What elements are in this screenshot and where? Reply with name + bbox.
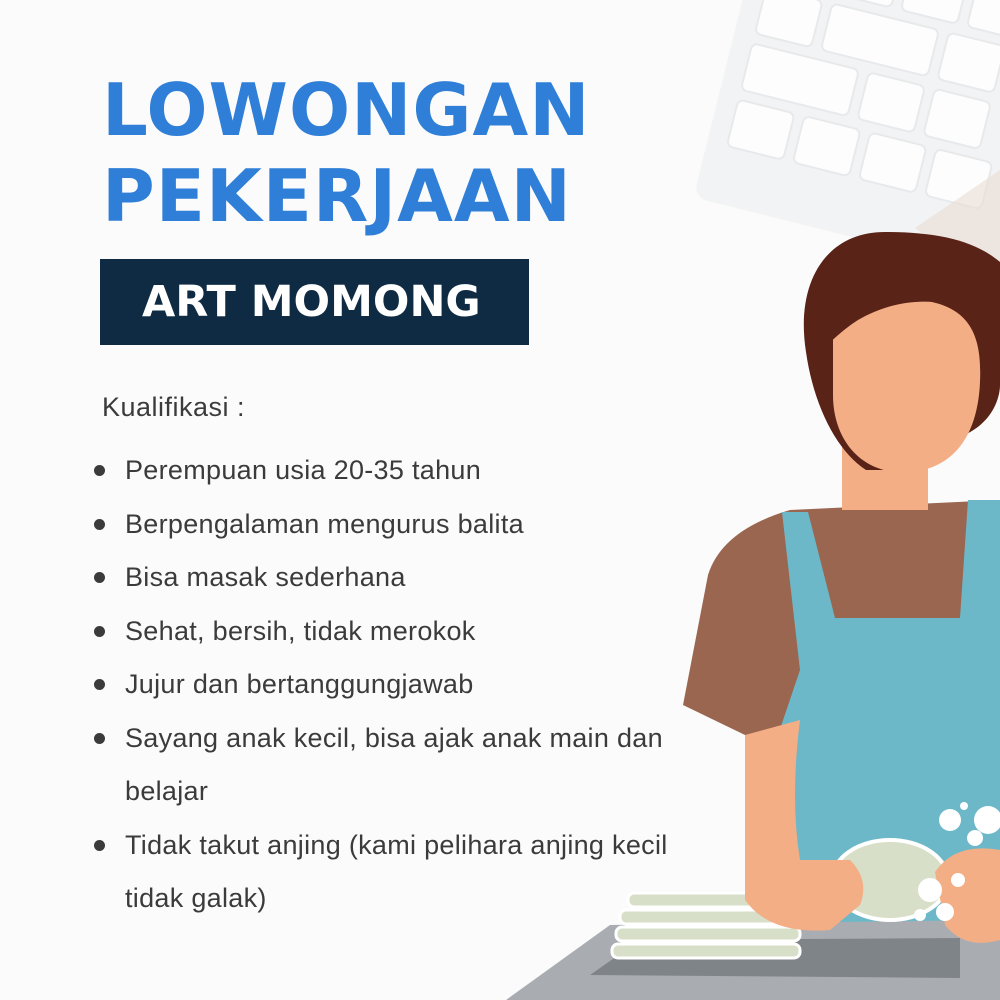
qualification-text: Berpengalaman mengurus balita (125, 508, 524, 539)
qualification-item (94, 658, 674, 712)
position-badge (100, 259, 529, 345)
qualification-text: Sayang anak kecil, bisa ajak anak main dan belajar (125, 722, 663, 806)
qualification-text: Sehat, bersih, tidak merokok (125, 615, 476, 646)
qualifications-list (94, 444, 674, 926)
qualification-text: Jujur dan bertanggungjawab (125, 669, 474, 699)
headline-line-1: LOWONGAN (102, 68, 591, 152)
position-badge-label: ART MOMONG (142, 277, 481, 327)
bullet-icon (94, 465, 105, 476)
qualification-item (94, 551, 674, 605)
qualification-item (94, 498, 674, 552)
headline-line-2: PEKERJAAN (102, 154, 572, 238)
qualification-text: Tidak takut anjing (kami pelihara anjing kecil tidak galak) (125, 829, 668, 913)
bullet-icon (94, 572, 105, 583)
bullet-icon (94, 519, 105, 530)
qualification-text: Perempuan usia 20-35 tahun (125, 455, 482, 485)
bullet-icon (94, 840, 105, 851)
qualification-item (94, 819, 674, 926)
bullet-icon (94, 733, 105, 744)
bullet-icon (94, 626, 105, 637)
face (833, 297, 980, 472)
qualification-item (94, 712, 674, 819)
bullet-icon (94, 679, 105, 690)
qualification-item (94, 605, 674, 659)
qualification-text: Bisa masak sederhana (125, 562, 406, 592)
qualification-item (94, 444, 674, 498)
qualifications-heading: Kualifikasi : (102, 392, 246, 422)
